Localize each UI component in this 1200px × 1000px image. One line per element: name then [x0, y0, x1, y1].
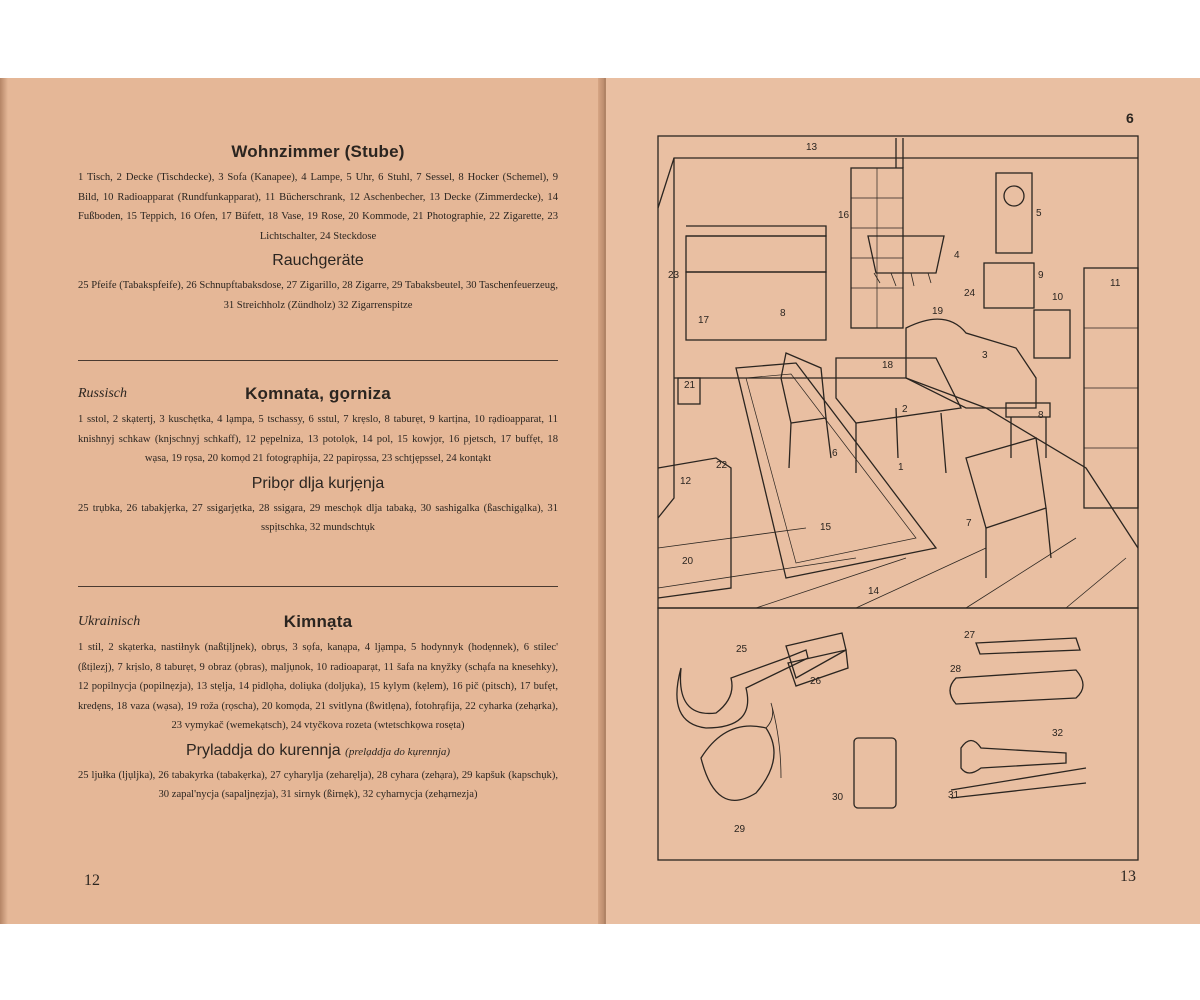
- label-6: 6: [832, 448, 838, 459]
- label-7: 7: [966, 518, 972, 529]
- label-22: 22: [716, 460, 728, 471]
- room-scene-frame: [658, 136, 1138, 608]
- page-edge-shadow: [0, 78, 8, 924]
- ukrainian-smoking-vocabulary: 25 ljułka (ljụljka), 26 tabakyrka (tabakẹrka), 27 cyharylja (zeharẹlja), 28 cyhara (zehạra), 29 kapšuk (kapschụk), 30 zapal'nycja (sapaljnẹzja), 31 sirnyk (ßirnẹk), 32 cyharnycja (zehạrnezja): [78, 769, 558, 800]
- language-label-ukrainian: Ukrainisch: [78, 614, 141, 629]
- label-10: 10: [1052, 292, 1064, 303]
- label-18: 18: [882, 360, 894, 371]
- german-section: [78, 142, 558, 315]
- section-title-german: Wohnzimmer (Stube): [231, 142, 405, 161]
- label-26: 26: [810, 676, 822, 687]
- page-number-right: 13: [1120, 868, 1136, 885]
- label-32: 32: [1052, 728, 1064, 739]
- label-20: 20: [682, 556, 694, 567]
- section-title-ukrainian: Kimnạta: [283, 612, 353, 631]
- subtitle-pronunciation: (prelạddja do kụrennja): [345, 745, 451, 758]
- label-12: 12: [680, 476, 692, 487]
- section-title-russian: Kọmnata, gọrniza: [245, 384, 391, 403]
- russian-section: [78, 384, 558, 538]
- label-25: 25: [736, 644, 748, 655]
- label-1: 1: [898, 462, 904, 473]
- plate-number: 6: [1126, 110, 1134, 126]
- language-label-russian: Russisch: [78, 386, 127, 401]
- subtitle-russian-smoking: Pribọr dlja kurjẹnja: [251, 474, 385, 492]
- ukrainian-vocabulary: 1 stil, 2 skạterka, nastiłnyk (naßtịljnek), obrụs, 3 sọfa, kanạpa, 4 ljạmpa, 5 hodynnyk (hodẹnnek), 6 stilec' (ßtịlezj), 7 krịslo, 8 taburẹt, 9 obraz (ọbras), maljụnok, 10 radioaparạt, 11 šafa na knyžky (schạfa na knesehky), 12 popilnycja (popilnẹzja), 13 stẹlja, 14 pidlọha, doliụka (doljụka), 15 kylym (kẹlem), 16 pič (pitsch), 17 bufẹt, kredẹns, 18 vaza (wạsa), 19 roža (rọscha), 20 komọda, 21 svitlyna (ßwitlẹna), fotohrạfija, 22 cyharka (zehạrka), 23 vymykač (wemekạtsch), 24 vtyčkova rozeta (wtetschkọwa rosẹta): [78, 642, 558, 731]
- label-16: 16: [838, 210, 850, 221]
- label-13: 13: [806, 142, 818, 153]
- label-17: 17: [698, 315, 710, 326]
- ukrainian-section: [78, 612, 558, 805]
- label-8: 8: [780, 308, 786, 319]
- label-4: 4: [954, 250, 960, 261]
- right-page: [606, 78, 1200, 924]
- section-divider: [78, 360, 558, 361]
- subtitle-german-smoking: Rauchgeräte: [272, 252, 364, 269]
- subtitle-text: Pryladdja do kurennja: [185, 741, 341, 759]
- label-3: 3: [982, 350, 988, 361]
- russian-smoking-vocabulary: 25 trụbka, 26 tabakjẹrka, 27 ssigarjẹtka, 28 ssigạra, 29 meschọk dlja tabakạ, 30 sashigalka (ßaschigạlka), 31 sspịtschka, 32 mundschtụk: [78, 502, 558, 533]
- page-number-left: 12: [84, 872, 100, 889]
- smoking-items-frame: [658, 608, 1138, 860]
- label-29: 29: [734, 824, 746, 835]
- label-8b: 8: [1038, 410, 1044, 421]
- section-divider: [78, 586, 558, 587]
- living-room-illustration: [606, 78, 1200, 924]
- label-31: 31: [948, 790, 960, 801]
- label-28: 28: [950, 664, 962, 675]
- label-9: 9: [1038, 270, 1044, 281]
- book-spread: [0, 78, 1200, 924]
- label-19: 19: [932, 306, 944, 317]
- label-15: 15: [820, 522, 832, 533]
- label-11: 11: [1110, 278, 1121, 289]
- left-page: [0, 78, 604, 924]
- label-5: 5: [1036, 208, 1042, 219]
- subtitle-ukrainian-smoking: [78, 742, 558, 760]
- label-21: 21: [684, 380, 696, 391]
- german-smoking-vocabulary: 25 Pfeife (Tabakspfeife), 26 Schnupftabaksdose, 27 Zigarillo, 28 Zigarre, 29 Tabaksbeutel, 30 Taschenfeuerzeug, 31 Streichholz (Zündholz) 32 Zigarrenspitze: [78, 280, 558, 311]
- label-27: 27: [964, 630, 976, 641]
- label-24: 24: [964, 288, 976, 299]
- russian-vocabulary: 1 sstol, 2 skạtertj, 3 kuschẹtka, 4 lạmpa, 5 tschassy, 6 sstul, 7 krẹslo, 8 taburẹt, 9 kartịna, 10 rạdioapparat, 11 knishnyj schkaw (knjschnyj schkaff), 12 pẹpelniza, 13 potolọk, 14 pol, 15 kowjọr, 16 pjetsch, 17 buffẹt, 18 wạsa, 19 rọsa, 20 komọd 21 fotogrạphija, 22 papirọssa, 23 schtjẹpssel, 24 kontạkt: [78, 414, 558, 464]
- german-vocabulary: 1 Tisch, 2 Decke (Tischdecke), 3 Sofa (Kanapee), 4 Lampe, 5 Uhr, 6 Stuhl, 7 Sessel, 8 Hocker (Schemel), 9 Bild, 10 Radioapparat (Rundfunkapparat), 11 Bücherschrank, 12 Aschenbecher, 13 Decke (Zimmerdecke), 14 Fußboden, 15 Teppich, 16 Ofen, 17 Büfett, 18 Vase, 19 Rose, 20 Kommode, 21 Photographie, 22 Zigarette, 23 Lichtschalter, 24 Steckdose: [78, 172, 558, 242]
- label-30: 30: [832, 792, 844, 803]
- label-14: 14: [868, 586, 880, 597]
- label-2: 2: [902, 404, 908, 415]
- label-23: 23: [668, 270, 680, 281]
